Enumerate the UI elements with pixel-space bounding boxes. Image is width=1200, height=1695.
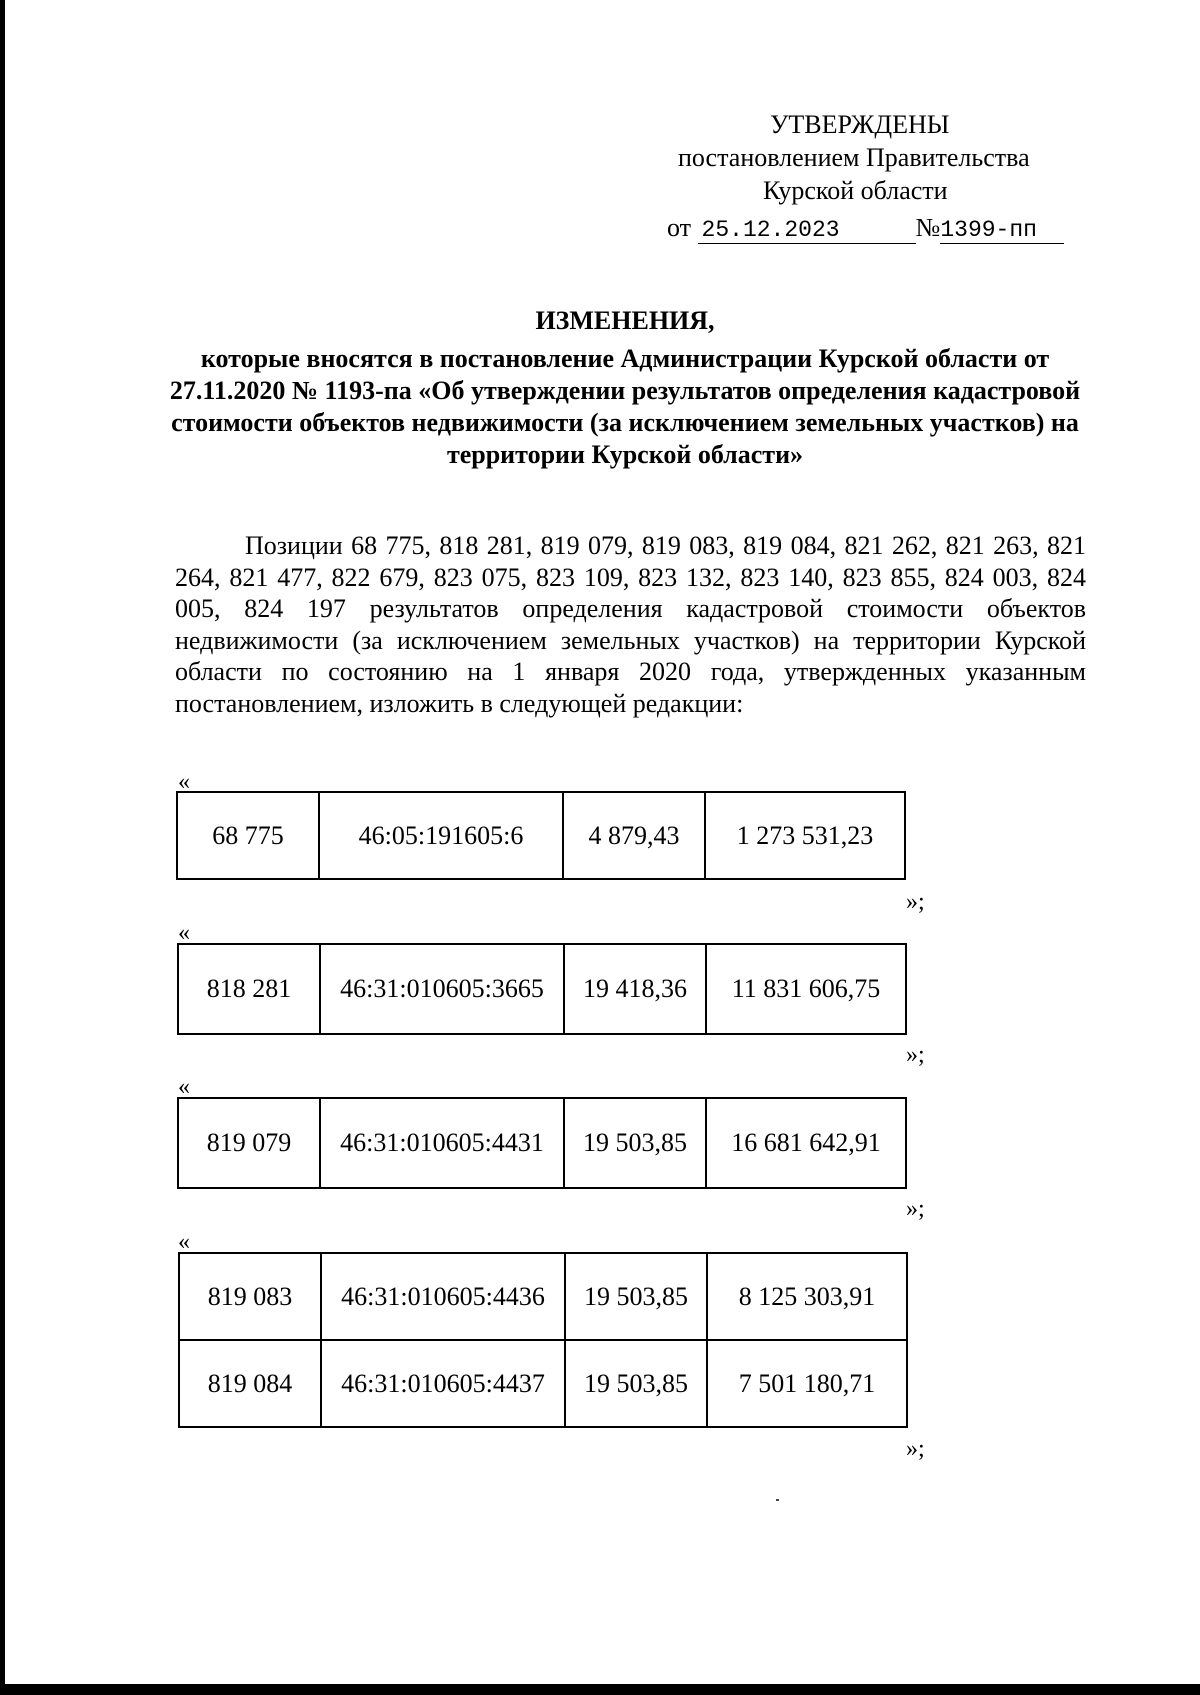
scan-edge-bottom bbox=[0, 1684, 1200, 1695]
scan-edge-left bbox=[0, 0, 5, 1695]
approval-date-value: 25.12.2023 bbox=[701, 217, 840, 243]
position-number-cell: 819 079 bbox=[178, 1098, 320, 1188]
quote-close-2: »; bbox=[906, 1042, 925, 1068]
table-row bbox=[178, 944, 906, 1034]
date-prefix: от bbox=[667, 213, 692, 242]
cadastral-number-cell: 46:31:010605:3665 bbox=[320, 944, 564, 1034]
table-row bbox=[179, 1253, 907, 1340]
cadastral-number-cell: 46:31:010605:4437 bbox=[321, 1340, 565, 1427]
scan-speck bbox=[776, 1499, 779, 1501]
area-cell: 19 418,36 bbox=[564, 944, 706, 1034]
cadastral-value-cell: 11 831 606,75 bbox=[706, 944, 906, 1034]
position-table-3 bbox=[177, 1097, 907, 1189]
document-title bbox=[160, 305, 1090, 471]
approval-date bbox=[698, 215, 916, 244]
cadastral-number-cell: 46:31:010605:4431 bbox=[320, 1098, 564, 1188]
area-cell: 19 503,85 bbox=[565, 1340, 707, 1427]
table-row bbox=[179, 1340, 907, 1427]
position-table-1 bbox=[176, 791, 906, 880]
position-table-2 bbox=[177, 943, 907, 1035]
quote-open-1: « bbox=[178, 769, 190, 795]
approval-date-number-line bbox=[667, 211, 1064, 244]
cadastral-value-cell: 1 273 531,23 bbox=[705, 792, 905, 879]
quote-close-1: »; bbox=[906, 889, 925, 915]
area-cell: 19 503,85 bbox=[564, 1098, 706, 1188]
cadastral-value-cell: 8 125 303,91 bbox=[707, 1253, 907, 1340]
area-cell: 4 879,43 bbox=[563, 792, 705, 879]
area-cell: 19 503,85 bbox=[565, 1253, 707, 1340]
quote-close-3: »; bbox=[906, 1196, 925, 1222]
cadastral-number-cell: 46:31:010605:4436 bbox=[321, 1253, 565, 1340]
cadastral-value-cell: 7 501 180,71 bbox=[707, 1340, 907, 1427]
cadastral-number-cell: 46:05:191605:6 bbox=[319, 792, 563, 879]
approval-heading: УТВЕРЖДЕНЫ bbox=[770, 110, 950, 139]
position-number-cell: 819 084 bbox=[179, 1340, 321, 1427]
approval-region: Курской области bbox=[763, 176, 948, 205]
quote-close-4: »; bbox=[906, 1436, 925, 1462]
title-subtitle: которые вносятся в постановление Администрации Курской области от 27.11.2020 № 1193-па «Об утверждении результатов определения кадастровой стоимости объектов недвижимости (за исключением земельных участков) на территории Курской области» bbox=[169, 344, 1081, 469]
body-paragraph: Позиции 68 775, 818 281, 819 079, 819 083, 819 084, 821 262, 821 263, 821 264, 821 477, 822 679, 823 075, 823 109, 823 132, 823 140, 823 855, 824 003, 824 005, 824 197 результатов определения кадастровой стоимости объектов недвижимости (за исключением земельных участков) на территории Курской области по состоянию на 1 января 2020 года, утвержденных указанным постановлением, изложить в следующей редакции: bbox=[175, 531, 1086, 718]
approval-number bbox=[940, 215, 1064, 244]
approval-authority: постановлением Правительства bbox=[678, 143, 1030, 172]
quote-open-4: « bbox=[178, 1229, 190, 1255]
table-row bbox=[178, 1098, 906, 1188]
position-number-cell: 819 083 bbox=[179, 1253, 321, 1340]
position-table-4 bbox=[178, 1252, 908, 1428]
position-number-cell: 818 281 bbox=[178, 944, 320, 1034]
cadastral-value-cell: 16 681 642,91 bbox=[706, 1098, 906, 1188]
number-prefix: № bbox=[915, 213, 941, 242]
title-heading: ИЗМЕНЕНИЯ, bbox=[535, 306, 715, 335]
quote-open-2: « bbox=[178, 920, 190, 946]
quote-open-3: « bbox=[178, 1074, 190, 1100]
approval-block bbox=[640, 108, 1080, 243]
table-row bbox=[177, 792, 905, 879]
position-number-cell: 68 775 bbox=[177, 792, 319, 879]
approval-number-value: 1399-пп bbox=[940, 217, 1037, 243]
